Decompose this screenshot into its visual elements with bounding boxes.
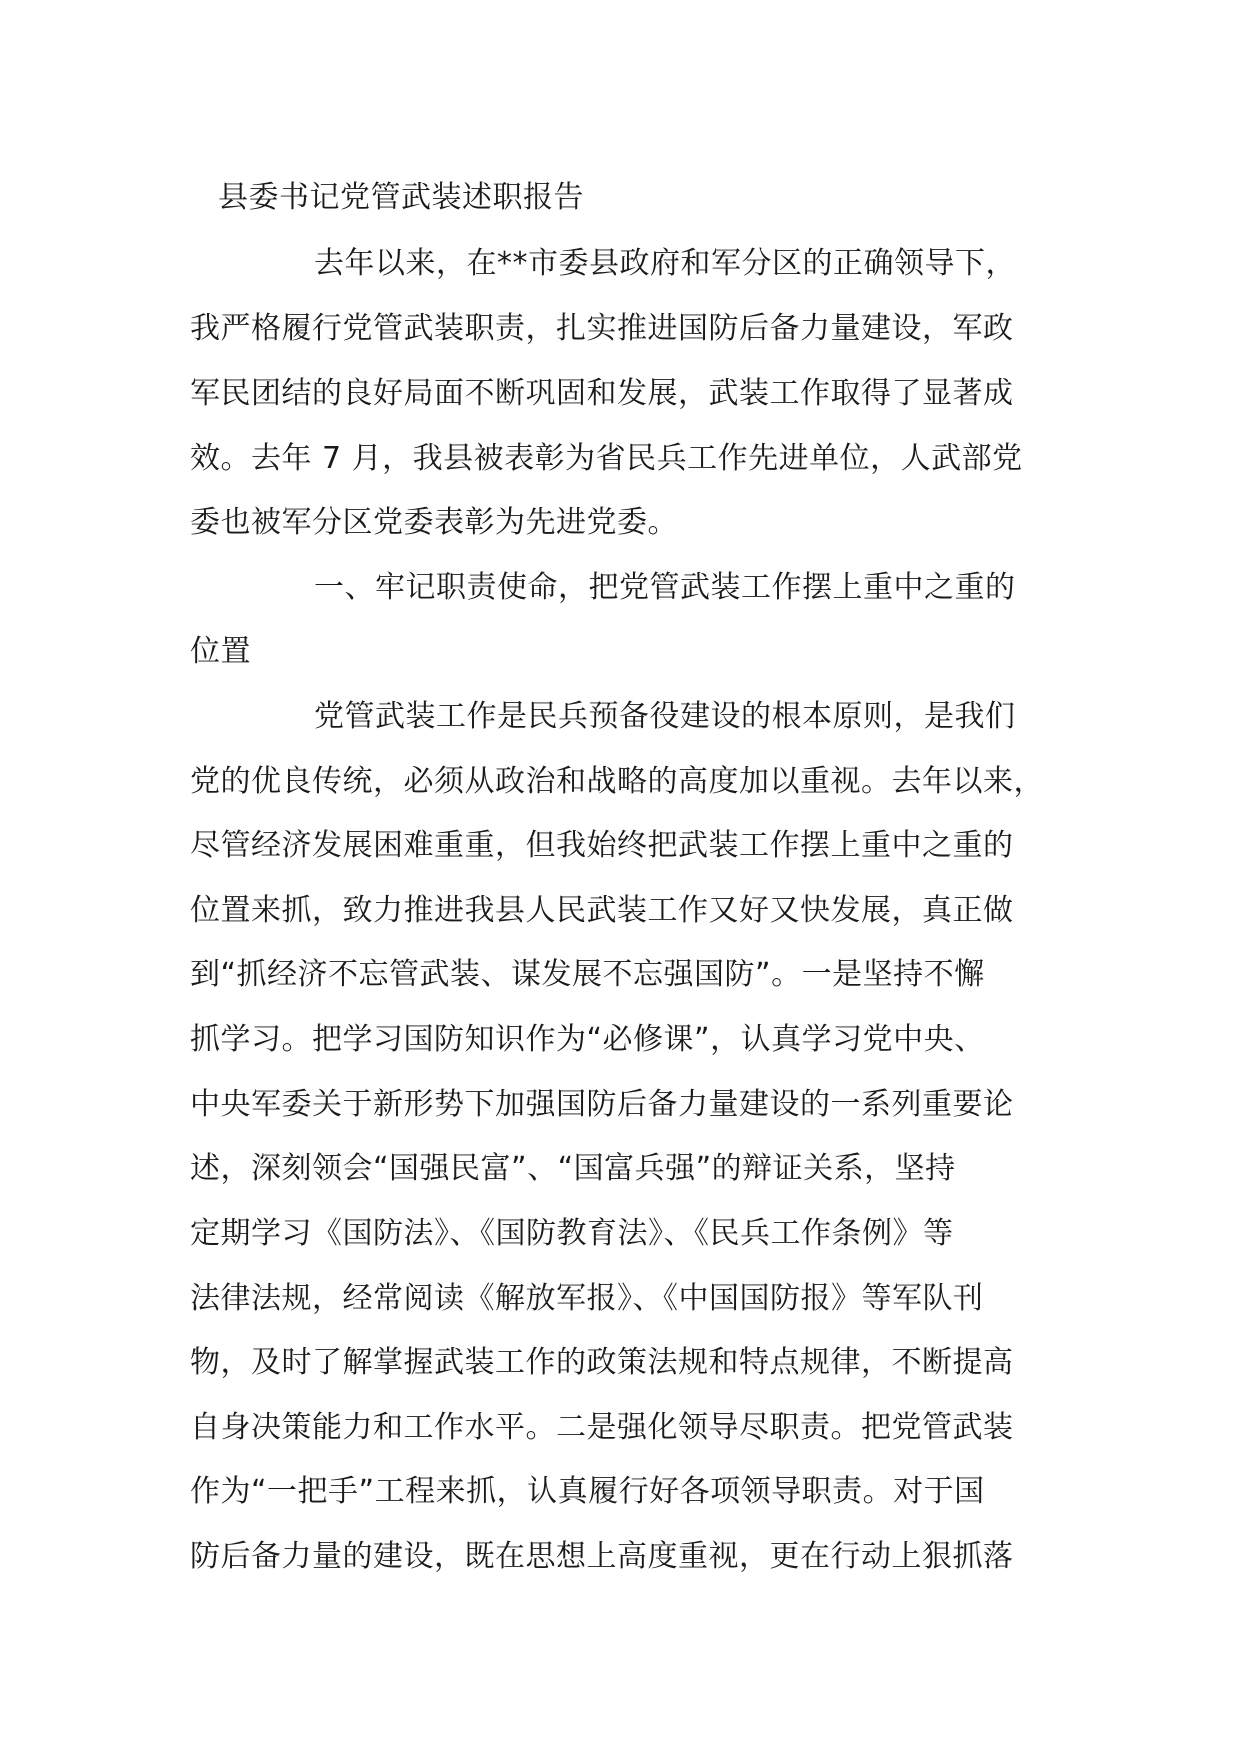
paragraph-line: 我严格履行党管武装职责，扎实推进国防后备力量建设，军政	[190, 311, 1014, 346]
paragraph-line: 物，及时了解掌握武装工作的政策法规和特点规律，不断提高	[190, 1345, 1014, 1380]
paragraph-line: 位置来抓，致力推进我县人民武装工作又好又快发展，真正做	[190, 893, 1014, 928]
paragraph-line: 自身决策能力和工作水平。二是强化领导尽职责。把党管武装	[190, 1410, 1014, 1445]
paragraph-line: 党的优良传统，必须从政治和战略的高度加以重视。去年以来，	[190, 764, 1044, 799]
paragraph-line: 效。去年 7 月，我县被表彰为省民兵工作先进单位，人武部党	[190, 441, 1023, 476]
paragraph-line: 定期学习《国防法》、《国防教育法》、《民兵工作条例》等	[190, 1216, 954, 1251]
paragraph-line: 法律法规，经常阅读《解放军报》、《中国国防报》等军队刊	[190, 1281, 984, 1316]
paragraph-line: 中央军委关于新形势下加强国防后备力量建设的一系列重要论	[190, 1087, 1014, 1122]
paragraph-line: 去年以来，在**市委县政府和军分区的正确领导下，	[314, 246, 1016, 281]
section-heading-line: 位置	[190, 634, 251, 669]
paragraph-line: 作为“一把手”工程来抓，认真履行好各项领导职责。对于国	[190, 1474, 985, 1509]
paragraph-line: 述，深刻领会“国强民富”、“国富兵强”的辩证关系，坚持	[190, 1151, 956, 1186]
section-heading-line: 一、牢记职责使命，把党管武装工作摆上重中之重的	[314, 570, 1016, 605]
document-title: 县委书记党管武装述职报告	[218, 180, 584, 215]
paragraph-line: 军民团结的良好局面不断巩固和发展，武装工作取得了显著成	[190, 376, 1014, 411]
paragraph-line: 到“抓经济不忘管武装、谋发展不忘强国防”。一是坚持不懈	[190, 957, 985, 992]
paragraph-line: 委也被军分区党委表彰为先进党委。	[190, 505, 678, 540]
paragraph-line: 党管武装工作是民兵预备役建设的根本原则，是我们	[314, 699, 1016, 734]
paragraph-line: 防后备力量的建设，既在思想上高度重视，更在行动上狠抓落	[190, 1539, 1014, 1574]
paragraph-line: 抓学习。把学习国防知识作为“必修课”，认真学习党中央、	[190, 1022, 985, 1057]
paragraph-line: 尽管经济发展困难重重，但我始终把武装工作摆上重中之重的	[190, 828, 1014, 863]
